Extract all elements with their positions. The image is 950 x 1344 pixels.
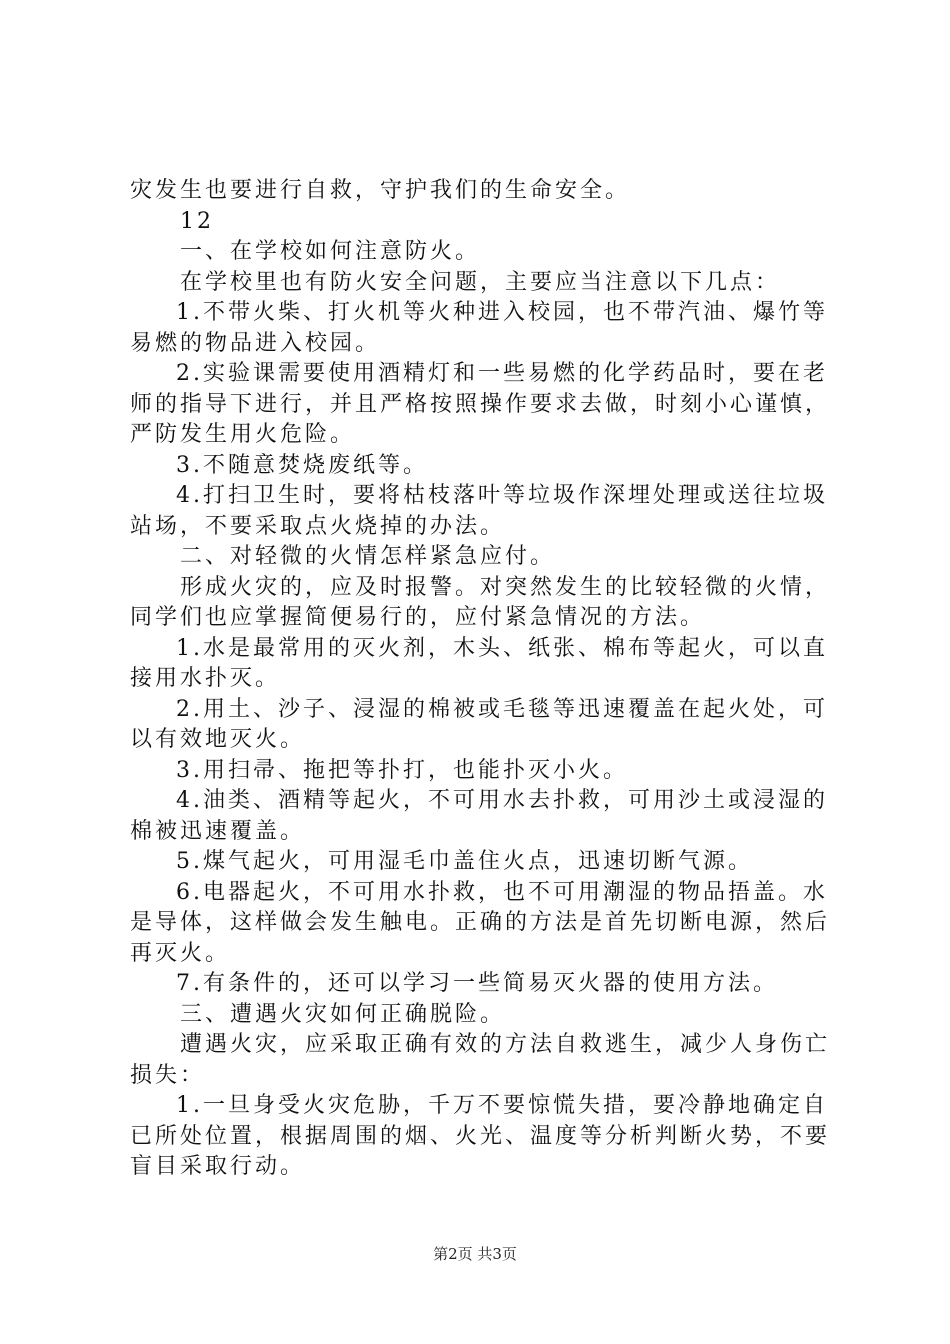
section-heading-1: 一、在学校如何注意防火。 bbox=[180, 239, 481, 264]
list-item: 3.用扫帚、拖把等扑打，也能扑灭小火。 bbox=[176, 757, 628, 783]
document-body bbox=[130, 176, 830, 1183]
paragraph-continuation: 灾发生也要进行自救，守护我们的生命安全。 bbox=[130, 178, 631, 203]
list-item: 7.有条件的，还可以学习一些简易灭火器的使用方法。 bbox=[176, 971, 778, 996]
section-heading-3: 三、遭遇火灾如何正确脱险。 bbox=[180, 1001, 506, 1027]
list-item: 5.煤气起火，可用湿毛巾盖住火点，迅速切断气源。 bbox=[176, 849, 753, 874]
list-item: 3.不随意焚烧废纸等。 bbox=[176, 452, 428, 478]
list-item: 1.一旦身受火灾危胁，千万不要惊慌失措，要冷静地确定自已所处位置，根据周围的烟、火光、温度等分析判断火势，不要盲目采取行动。 bbox=[130, 1093, 831, 1179]
section-heading-2: 二、对轻微的火情怎样紧急应付。 bbox=[180, 544, 556, 569]
paragraph-number: 12 bbox=[180, 208, 214, 234]
list-item: 6.电器起火，不可用水扑救，也不可用潮湿的物品捂盖。水是导体，这样做会发生触电。正确的方法是首先切断电源，然后再灭火。 bbox=[130, 879, 831, 966]
paragraph-intro: 形成火灾的，应及时报警。对突然发生的比较轻微的火情，同学们也应掌握简便易行的，应付紧急情况的方法。 bbox=[130, 574, 831, 630]
page-footer: 第2页 共3页 bbox=[433, 1245, 517, 1263]
list-item: 4.油类、酒精等起火，不可用水去扑救，可用沙土或浸湿的棉被迅速覆盖。 bbox=[130, 788, 828, 844]
paragraph-intro: 在学校里也有防火安全问题，主要应当注意以下几点： bbox=[180, 269, 781, 295]
list-item: 4.打扫卫生时，要将枯枝落叶等垃圾作深埋处理或送往垃圾站场，不要采取点火烧掉的办法。 bbox=[130, 483, 828, 539]
list-item: 1.不带火柴、打火机等火种进入校园，也不带汽油、爆竹等易燃的物品进入校园。 bbox=[130, 300, 828, 356]
list-item: 2.实验课需要使用酒精灯和一些易燃的化学药品时，要在老师的指导下进行，并且严格按照操作要求去做，时刻小心谨慎，严防发生用火危险。 bbox=[130, 361, 831, 447]
list-item: 2.用土、沙子、浸湿的棉被或毛毯等迅速覆盖在起火处，可以有效地灭火。 bbox=[130, 696, 828, 752]
paragraph-intro: 遭遇火灾，应采取正确有效的方法自救逃生，减少人身伤亡损失： bbox=[130, 1032, 831, 1088]
list-item: 1.水是最常用的灭火剂，木头、纸张、棉布等起火，可以直接用水扑灭。 bbox=[130, 635, 828, 691]
